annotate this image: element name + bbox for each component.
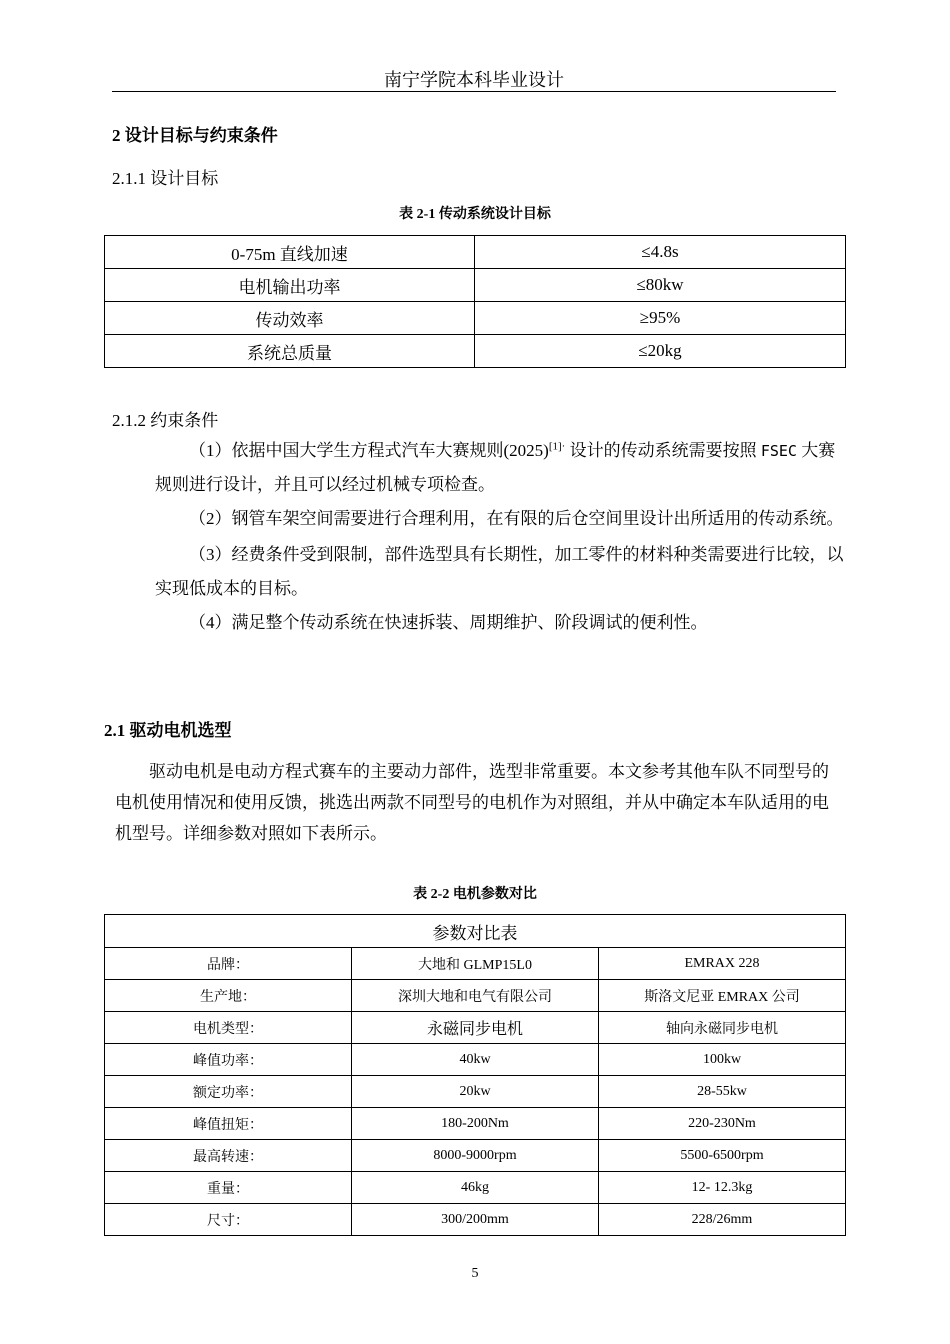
table-cell-param: 额定功率： [105,1076,352,1108]
table-row [105,1044,846,1076]
table-cell-param: 电机类型： [105,1012,352,1044]
motor-intro-paragraph: 驱动电机是电动方程式赛车的主要动力部件，选型非常重要。本文参考其他车队不同型号的电机使用情况和使用反馈，挑选出两款不同型号的电机作为对照组，并从中确定本车队适用的电机型号。详细参数对照如下表所示。 [115,762,829,843]
table-row [105,1172,846,1204]
table-cell-motor-a: 永磁同步电机 [352,1012,599,1044]
table-cell-target: ≥95% [475,302,846,335]
table-row [105,1108,846,1140]
subsection-heading-2-1-1: 2.1.1 设计目标 [112,169,219,188]
motor-comparison-table [104,914,846,1236]
table-row [105,236,846,269]
table-row [105,1076,846,1108]
table-cell-motor-a: 46kg [352,1172,599,1204]
table-cell-motor-a: 300/200mm [352,1204,599,1236]
table-cell-motor-a: 180-200Nm [352,1108,599,1140]
page-number: 5 [471,1266,479,1281]
table-row [105,269,846,302]
constraint-item-2: （2）钢管车架空间需要进行合理利用，在有限的后仓空间里设计出所适用的传动系统。 [189,509,844,528]
table-cell-item: 电机输出功率 [105,269,475,302]
constraint-1-text-a: （1）依据中国大学生方程式汽车大赛规则(2025) [189,441,549,460]
header-rule [112,91,836,92]
table-row [105,302,846,335]
section-heading-2: 2 设计目标与约束条件 [112,126,278,145]
table-row [105,948,846,980]
table-cell-target: ≤4.8s [475,236,846,269]
table-row [105,1140,846,1172]
citation-ref: [1]· [548,440,566,453]
table-cell-param: 最高转速： [105,1140,352,1172]
table-row [105,980,846,1012]
table-cell-motor-b: 5500-6500rpm [599,1140,846,1172]
table-cell-motor-b: 斯洛文尼亚 EMRAX 公司 [599,980,846,1012]
table-cell-motor-b: 100kw [599,1044,846,1076]
constraint-item-3: （3）经费条件受到限制，部件选型具有长期性，加工零件的材料种类需要进行比较，以实现低成本的目标。 [155,545,844,598]
constraint-1-text-c: 大赛规则进行设计，并且可以经过机械专项检查。 [155,441,836,494]
table-cell-item: 传动效率 [105,302,475,335]
constraint-1-text-b: 设计的传动系统需要按照 [565,441,761,460]
table-header-row [105,915,846,948]
table-cell-motor-a: 深圳大地和电气有限公司 [352,980,599,1012]
table-cell-item: 0-75m 直线加速 [105,236,475,269]
table-cell-motor-b: 轴向永磁同步电机 [599,1012,846,1044]
fsec-code: FSEC [760,442,797,460]
table-cell-motor-a: 大地和 GLMP15L0 [352,948,599,980]
table-cell-param: 重量： [105,1172,352,1204]
table-cell-param: 生产地： [105,980,352,1012]
table-cell-param: 峰值扭矩： [105,1108,352,1140]
table-row [105,1204,846,1236]
design-target-table [104,235,846,368]
constraint-list [155,434,845,640]
table-cell-param: 峰值功率： [105,1044,352,1076]
subsection-heading-2-1-2: 2.1.2 约束条件 [112,411,219,430]
table-cell-target: ≤20kg [475,335,846,368]
table-header: 参数对比表 [105,915,846,948]
table-cell-motor-b: 28-55kw [599,1076,846,1108]
table-cell-target: ≤80kw [475,269,846,302]
table-cell-param: 尺寸： [105,1204,352,1236]
constraint-item-4: （4）满足整个传动系统在快速拆装、周期维护、阶段调试的便利性。 [189,613,708,632]
table-cell-motor-a: 20kw [352,1076,599,1108]
constraint-item-1 [155,434,845,502]
table-cell-param: 品牌： [105,948,352,980]
table-2-caption: 表 2-2 电机参数对比 [413,887,537,902]
section-heading-2-1: 2.1 驱动电机选型 [104,721,232,740]
table-cell-motor-b: 12- 12.3kg [599,1172,846,1204]
table-cell-motor-b: 228/26mm [599,1204,846,1236]
table-row [105,335,846,368]
table-cell-motor-a: 8000-9000rpm [352,1140,599,1172]
page-header: 南宁学院本科毕业设计 [384,70,564,90]
table-row [105,1012,846,1044]
table-cell-motor-b: EMRAX 228 [599,948,846,980]
table-cell-item: 系统总质量 [105,335,475,368]
table-1-caption: 表 2-1 传动系统设计目标 [399,207,551,222]
table-cell-motor-b: 220-230Nm [599,1108,846,1140]
table-cell-motor-a: 40kw [352,1044,599,1076]
